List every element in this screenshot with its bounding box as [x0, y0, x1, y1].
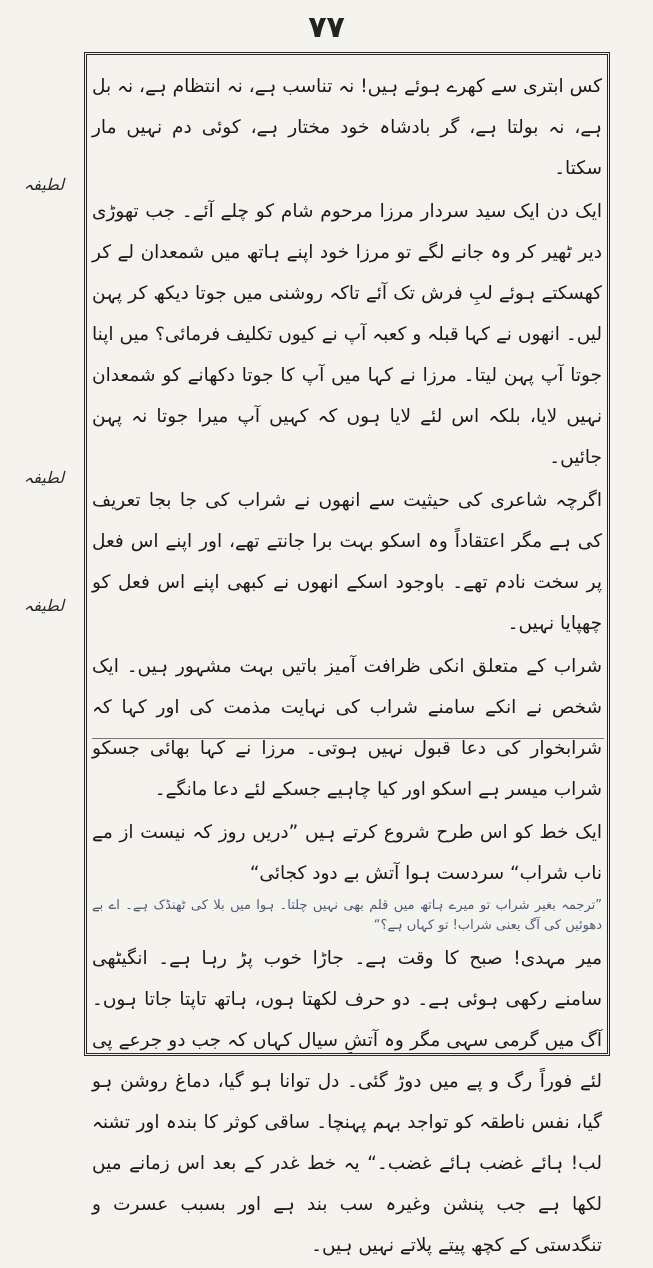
letter-paragraph: میر مہدی! صبح کا وقت ہے۔ جاڑا خوب پڑ رہا ہے۔ انگیٹھی سامنے رکھی ہوئی ہے۔ دو حرف لکھتا ہوں، ہاتھ تاپتا جاتا ہوں۔ آگ میں گرمی سہی مگر وہ آتشِ سیال کہاں کہ جب دو جرعے پی لئے فوراً رگ و پے میں دوڑ گئی۔ دل توانا ہو گیا، دماغ روشن ہو گیا، نفس ناطقہ کو تواجد بہم پہنچا۔ ساقی کوثر کا بندہ اور تشنہ لب! ہائے غضب ہائے غضب۔“ یہ خط غدر کے بعد اس زمانے میں لکھا ہے جب پنشن وغیرہ سب بند ہے اور بسبب عسرت و تنگدستی کے کچھ پیتے پلاتے نہیں ہیں۔ — [92, 948, 602, 1256]
paragraph: ایک خط کو اس طرح شروع کرتے ہیں ”دریں روز کہ نیست از مے ناب شراب“ سردست ہوا آتش بے دود کجائی“ — [92, 822, 602, 884]
note-divider — [92, 738, 604, 739]
paragraph: اگرچہ شاعری کی حیثیت سے انھوں نے شراب کی جا بجا تعریف کی ہے مگر اعتقاداً وہ اسکو بہت برا جانتے تھے، اور اپنے اس فعل پر سخت نادم تھے۔ باوجود اسکے انھوں نے کبھی اپنے اس فعل کو چھپایا نہیں۔ — [92, 490, 602, 634]
paragraph: کس ابتری سے کھرے ہوئے ہیں! نہ تناسب ہے، نہ انتظام ہے، نہ بل ہے، نہ بولتا ہے، گر بادشاہ خود مختار ہے، کوئی دم نہیں مار سکتا۔ — [92, 76, 602, 179]
paragraph: ایک دن ایک سید سردار مرزا مرحوم شام کو چلے آئے۔ جب تھوڑی دیر ٹھیر کر وہ جانے لگے تو مرزا خود اپنے ہاتھ میں شمعدان لے کر کھسکتے ہوئے لبِ فرش تک آئے تاکہ روشنی میں جوتا دیکھ کر پہن لیں۔ انھوں نے کہا قبلہ و کعبہ آپ نے کیوں تکلیف فرمائی؟ میں اپنا جوتا آپ پہن لیتا۔ مرزا نے کہا میں آپ کا جوتا دکھانے کو شمعدان نہیں لایا، بلکہ اس لئے لایا ہوں کہ کہیں آپ میرا جوتا نہ پہن جائیں۔ — [92, 201, 602, 468]
page-number: ۷۷ — [308, 10, 345, 45]
margin-note-latifa: لطیفہ — [23, 468, 65, 487]
margin-note-latifa: لطیفہ — [23, 596, 65, 615]
margin-note-latifa: لطیفہ — [23, 175, 65, 194]
page-text — [92, 66, 602, 1268]
handwritten-translation-note: ”ترجمہ بغیر شراب تو میرے ہاتھ میں قلم بھی نہیں چلتا۔ ہوا میں بلا کی ٹھنڈک ہے۔ اے بے دھوئیں کی آگ یعنی شراب! تو کہاں ہے؟“ — [92, 898, 602, 933]
paragraph: شراب کے متعلق انکی ظرافت آمیز باتیں بہت مشہور ہیں۔ ایک شخص نے انکے سامنے شراب کی نہایت مذمت کی اور کہا کہ شرابخوار کی دعا قبول نہیں ہوتی۔ مرزا نے کہا بھائی جسکو شراب میسر ہے اسکو اور کیا چاہیے جسکے لئے دعا مانگے۔ — [92, 656, 602, 800]
